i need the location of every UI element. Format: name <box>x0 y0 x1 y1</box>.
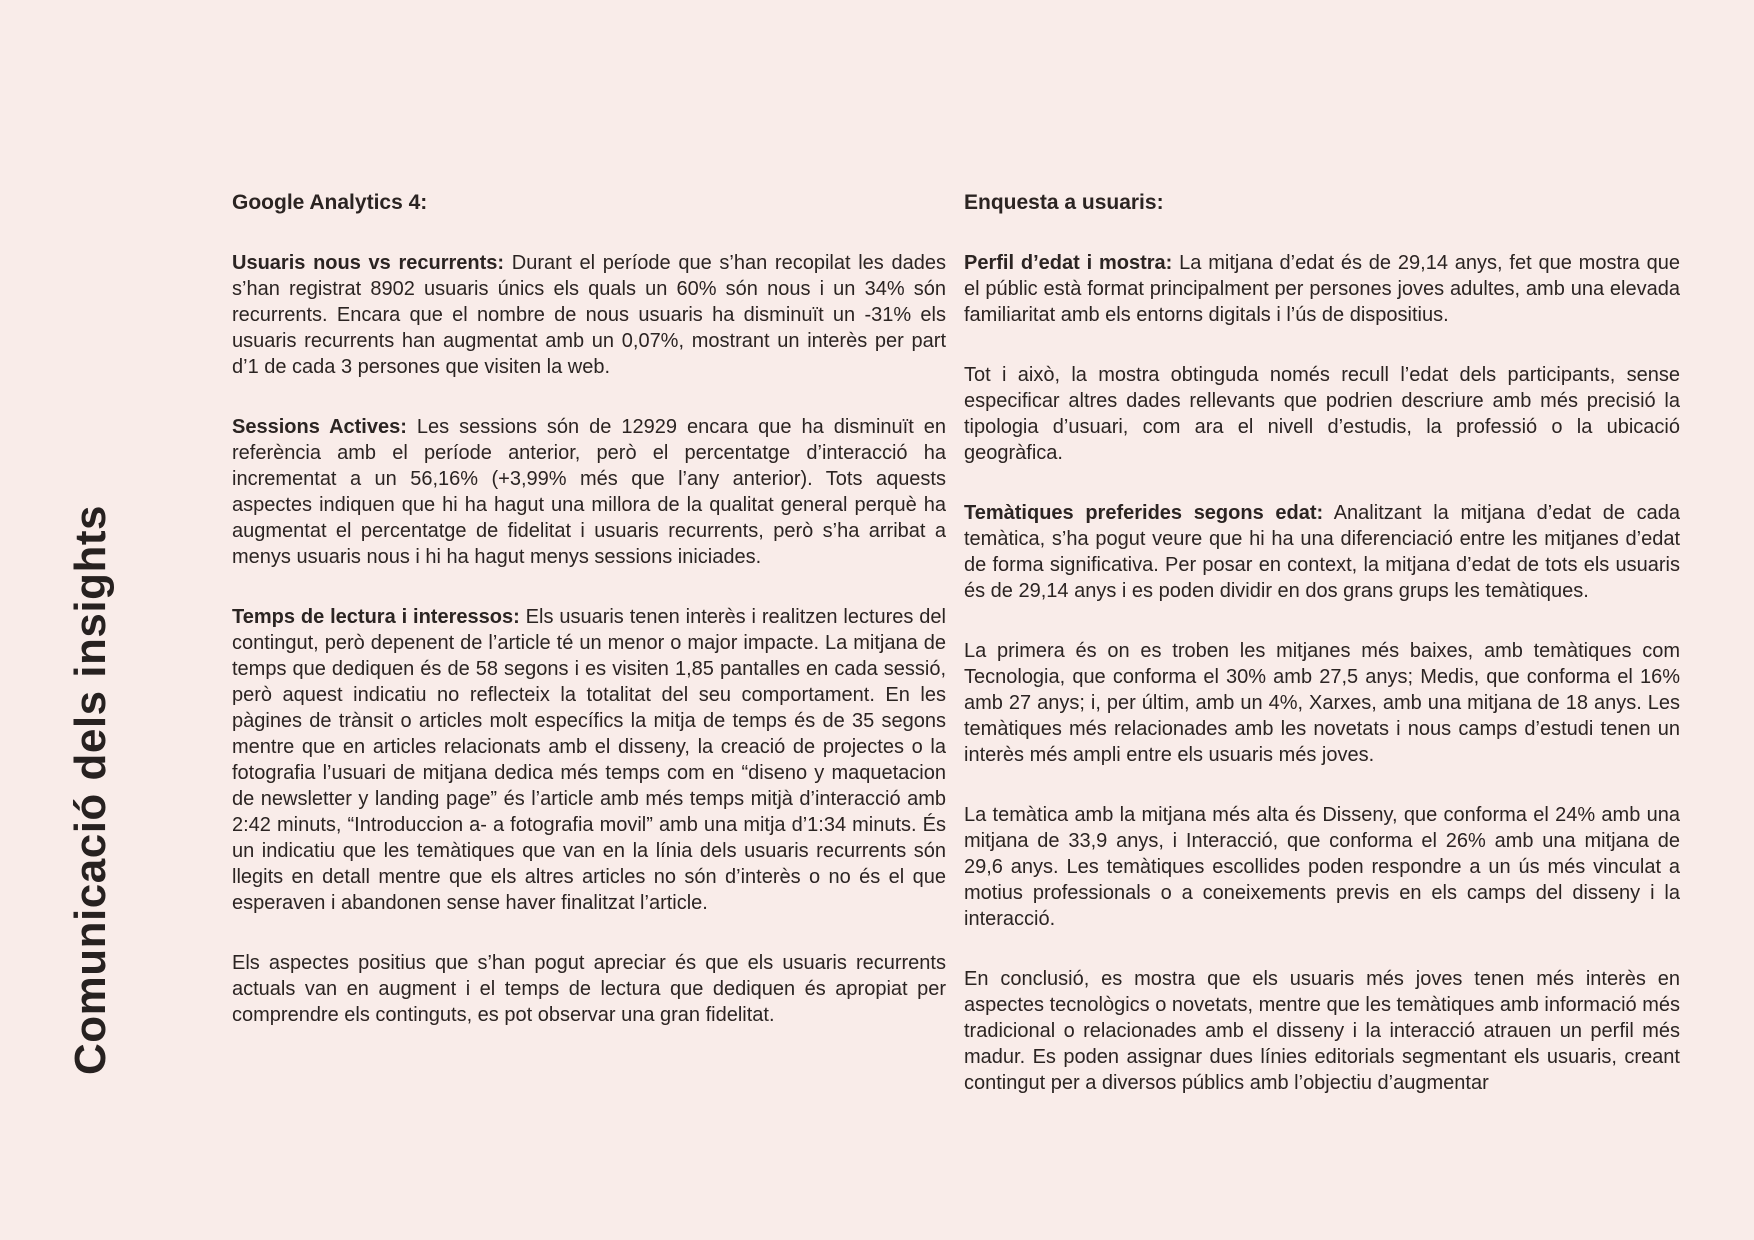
left-column <box>232 190 946 1028</box>
paragraph <box>964 362 1680 466</box>
right-column-heading: Enquesta a usuaris: <box>964 191 1164 214</box>
paragraph-body: Les sessions són de 12929 encara que ha disminuït en referència amb el període anterior, però el percentatge d’interacció ha incrementat a un 56,16% (+3,99% més que l’any anterior). Tots aquests aspectes indiquen que hi ha hagut una millora de la qualitat general perquè ha augmentat el percentatge de fidelitat i usuaris recurrents, però s’ha arribat a menys usuaris nous i hi ha hagut menys sessions iniciades. <box>232 416 947 568</box>
paragraph <box>964 966 1680 1096</box>
paragraph-body: Durant el període que s’han recopilat les dades s’han registrat 8902 usuaris únics els quals un 60% són nous i un 34% són recurrents. Encara que el nombre de nous usuaris ha disminuït un -31% els usuaris recurrents han augmentat amb un 0,07%, mostrant un interès per part d’1 de cada 3 persones que visiten la web. <box>232 252 946 378</box>
paragraph-lead: Perfil d’edat i mostra: <box>964 252 1173 274</box>
paragraph-body: La temàtica amb la mitjana més alta és Disseny, que conforma el 24% amb una mitjana de 33,9 anys, i Interacció, que conforma el 26% amb una mitjana de 29,6 anys. Les temàtiques escollides poden respondre a un ús més vinculat a motius professionals o a coneixements previs en els camps del disseny i la interacció. <box>964 804 1680 930</box>
paragraph-body: Analitzant la mitjana d’edat de cada temàtica, s’ha pogut veure que hi ha una diferenciació entre les mitjanes d’edat de forma significativa. Per posar en context, la mitjana d’edat de tots els usuaris és de 29,14 anys i es poden dividir en dos grans grups les temàtiques. <box>964 502 1681 602</box>
paragraph <box>232 414 946 570</box>
paragraph <box>964 500 1680 604</box>
paragraph <box>232 250 946 380</box>
right-column <box>964 190 1680 1096</box>
paragraph-body: La mitjana d’edat és de 29,14 anys, fet que mostra que el públic està format principalment per persones joves adultes, amb una elevada familiaritat amb els entorns digitals i l’ús de dispositius. <box>964 252 1680 326</box>
vertical-page-title: Comunicació dels insights <box>66 505 115 1075</box>
paragraph-body: Els aspectes positius que s’han pogut apreciar és que els usuaris recurrents actuals van en augment i el temps de lectura que dediquen és apropiat per comprendre els continguts, es pot observar una gran fidelitat. <box>232 952 946 1026</box>
paragraph-body: Els usuaris tenen interès i realitzen lectures del contingut, però depenent de l’article té un menor o major impacte. La mitjana de temps que dediquen és de 58 segons i es visiten 1,85 pantalles en cada sessió, però aquest indicatiu no reflecteix la totalitat del seu comportament. En les pàgines de trànsit o articles molt específics la mitja de temps és de 35 segons mentre que en articles relacionats amb el disseny, la creació de projectes o la fotografia l’usuari de mitjana dedica més temps com en “diseno y maquetacion de newsletter y landing page” és l’article amb més temps mitjà d’interacció amb 2:42 minuts, “Introduccion a- a fotografia movil” amb una mitja d’1:34 minuts. És un indicatiu que les temàtiques que van en la línia dels usuaris recurrents són llegits en detall mentre que els altres articles no són d’interès o no és el que esperaven i abandonen sense haver finalitzat l’article. <box>232 606 946 914</box>
paragraph-lead: Sessions Actives: <box>232 416 407 438</box>
paragraph <box>964 802 1680 932</box>
paragraph-body: La primera és on es troben les mitjanes més baixes, amb temàtiques com Tecnologia, que conforma el 30% amb 27,5 anys; Medis, que conforma el 16% amb 27 anys; i, per últim, amb un 4%, Xarxes, amb una mitjana de 18 anys. Les temàtiques més relacionades amb les novetats i nous camps d’estudi tenen un interès més ampli entre els usuaris més joves. <box>964 640 1680 766</box>
paragraph <box>232 950 946 1028</box>
paragraph-body: Tot i això, la mostra obtinguda només recull l’edat dels participants, sense especificar altres dades rellevants que podrien descriure amb més precisió la tipologia d’usuari, com ara el nivell d’estudis, la professió o la ubicació geogràfica. <box>964 364 1680 464</box>
paragraph <box>964 250 1680 328</box>
paragraph-lead: Usuaris nous vs recurrents: <box>232 252 505 274</box>
paragraph-body: En conclusió, es mostra que els usuaris més joves tenen més interès en aspectes tecnològics o novetats, mentre que les temàtiques amb informació més tradicional o relacionades amb el disseny i la interacció atrauen un perfil més madur. Es poden assignar dues línies editorials segmentant els usuaris, creant contingut per a diversos públics amb l’objectiu d’augmentar <box>964 968 1680 1094</box>
paragraph <box>964 638 1680 768</box>
paragraph-lead: Temàtiques preferides segons edat: <box>964 502 1324 524</box>
left-column-heading: Google Analytics 4: <box>232 191 428 214</box>
paragraph-lead: Temps de lectura i interessos: <box>232 606 520 628</box>
paragraph <box>232 604 946 916</box>
